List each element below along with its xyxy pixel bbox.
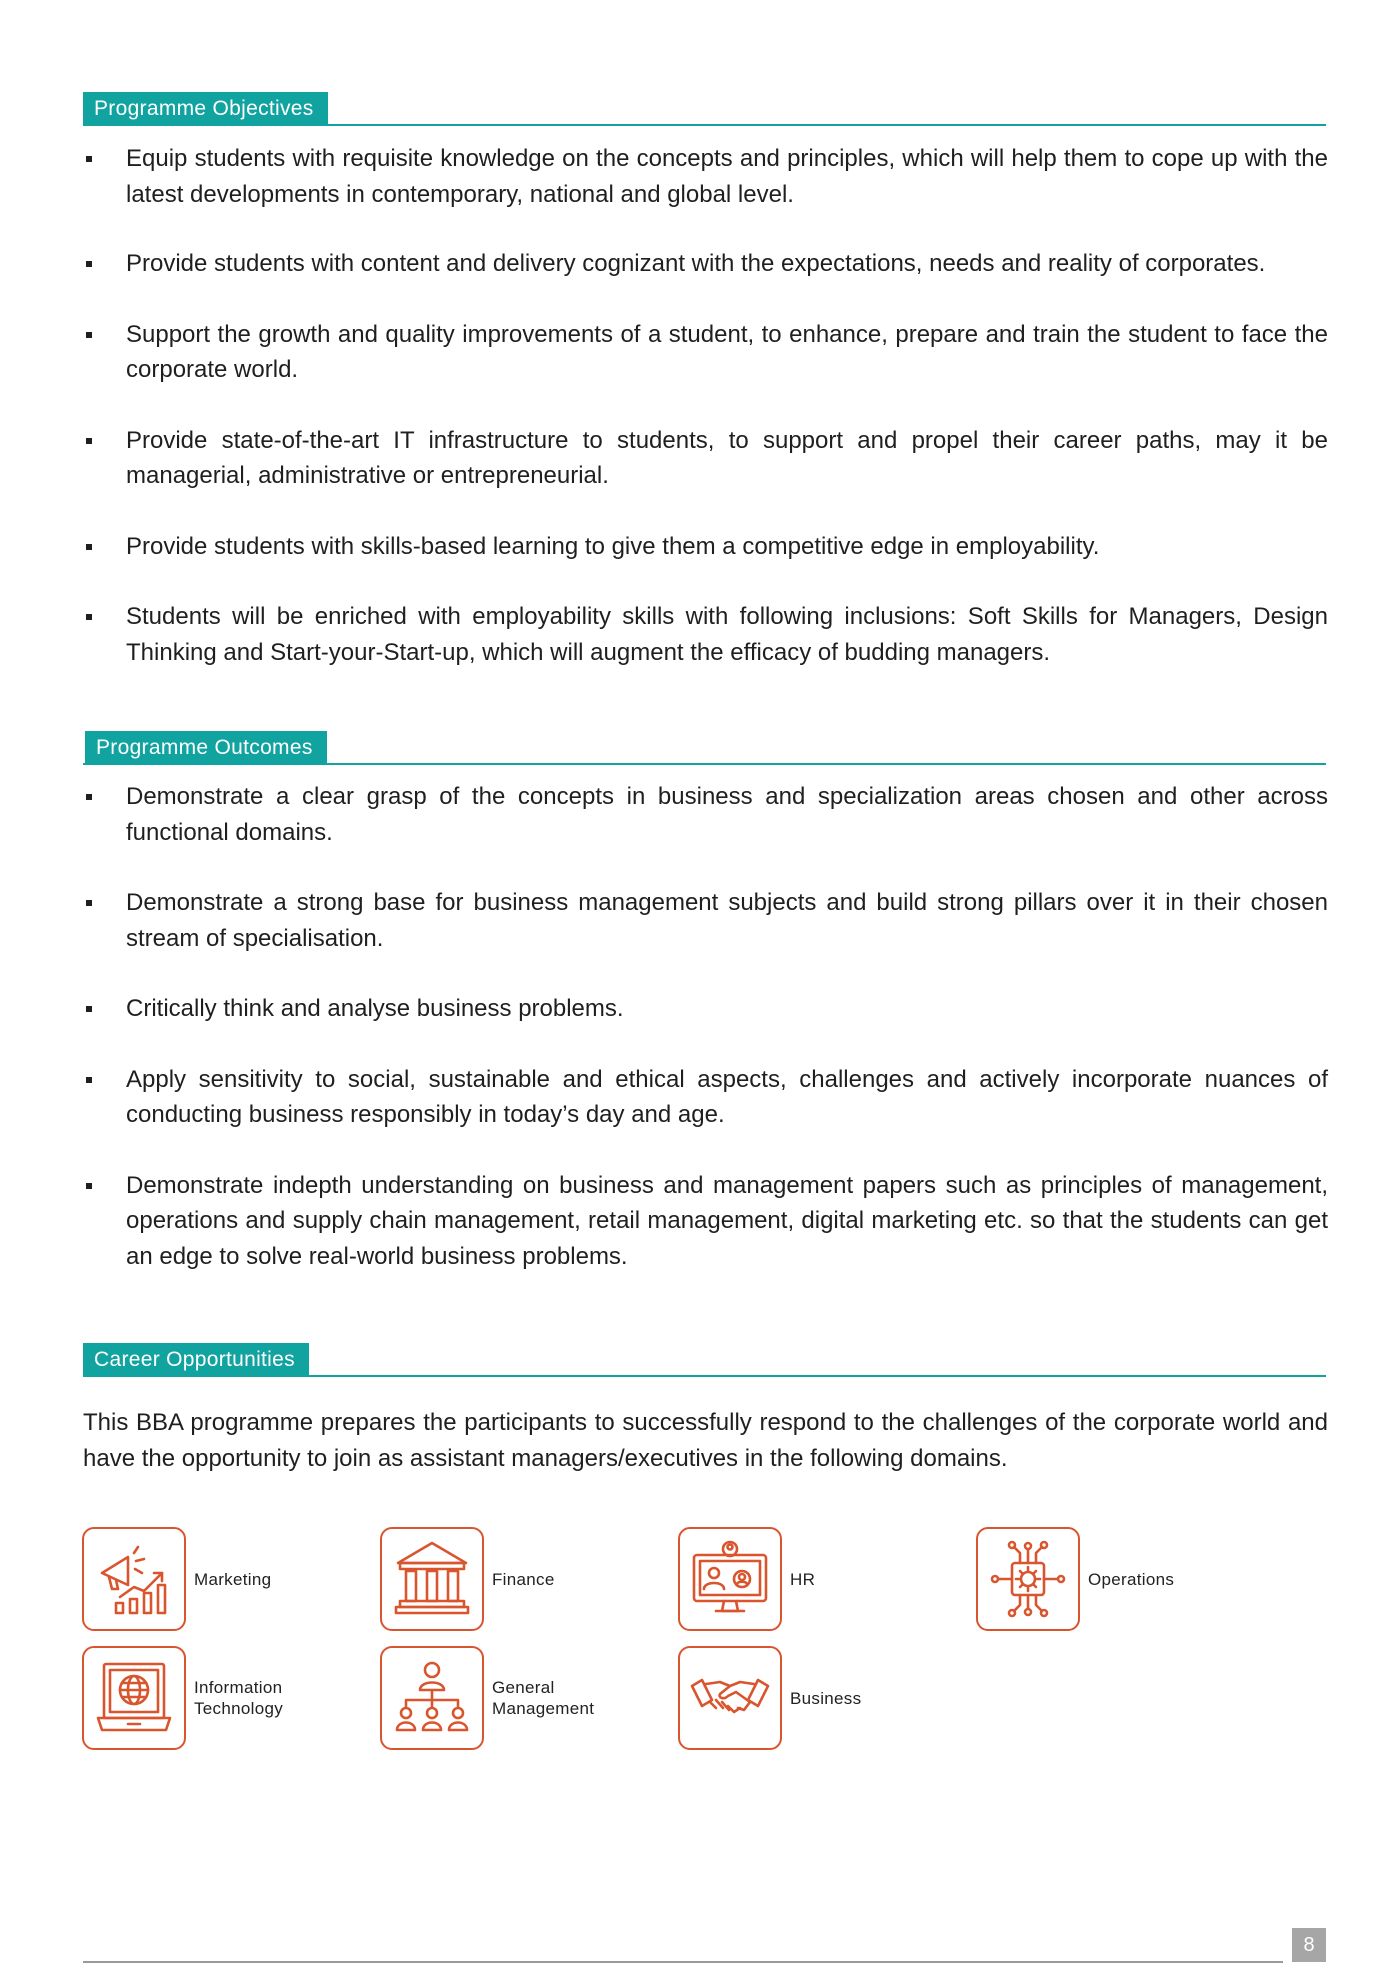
laptop-globe-icon xyxy=(94,1658,174,1738)
outcomes-header xyxy=(83,731,1326,765)
icon-tile xyxy=(976,1527,1080,1631)
list-item: Demonstrate a clear grasp of the concepts in business and specialization areas chosen and other across functional domains. xyxy=(83,779,1328,850)
domain-label: General Management xyxy=(492,1678,595,1718)
objectives-list xyxy=(83,141,1328,670)
domain-general-management xyxy=(380,1646,660,1750)
icon-tile xyxy=(380,1527,484,1631)
gear-network-icon xyxy=(988,1539,1068,1619)
domain-information-technology xyxy=(82,1646,362,1750)
list-item: Provide students with content and delivery cognizant with the expectations, needs and reality of corporates. xyxy=(83,246,1328,282)
list-item: Demonstrate indepth understanding on business and management papers such as principles of management, operations and supply chain management, retail management, digital marketing etc. so that the students can get an edge to solve real-world business problems. xyxy=(83,1168,1328,1275)
careers-title: Career Opportunities xyxy=(83,1343,309,1377)
domain-label: Marketing xyxy=(194,1569,272,1589)
list-item: Provide students with skills-based learning to give them a competitive edge in employability. xyxy=(83,529,1328,565)
org-chart-icon xyxy=(392,1658,472,1738)
list-item: Provide state-of-the-art IT infrastructure to students, to support and propel their career paths, may it be managerial, administrative or entrepreneurial. xyxy=(83,423,1328,494)
domain-label: Finance xyxy=(492,1569,555,1589)
list-item: Critically think and analyse business problems. xyxy=(83,991,1328,1027)
careers-header xyxy=(83,1343,1326,1377)
list-item: Equip students with requisite knowledge on the concepts and principles, which will help them to cope up with the latest developments in contemporary, national and global level. xyxy=(83,141,1328,212)
domain-finance xyxy=(380,1527,660,1631)
domain-label: Business xyxy=(790,1688,862,1708)
outcomes-list xyxy=(83,779,1328,1274)
objectives-header xyxy=(83,92,1326,126)
list-item: Support the growth and quality improvements of a student, to enhance, prepare and train the student to face the corporate world. xyxy=(83,317,1328,388)
icon-tile xyxy=(678,1527,782,1631)
domain-label: HR xyxy=(790,1569,816,1589)
marketing-chart-icon xyxy=(94,1539,174,1619)
domain-hr xyxy=(678,1527,958,1631)
people-monitor-icon xyxy=(690,1539,770,1619)
domain-business xyxy=(678,1646,958,1750)
careers-intro: This BBA programme prepares the participants to successfully respond to the challenges of the corporate world and have the opportunity to join as assistant managers/executives in the following domains. xyxy=(83,1409,1328,1472)
objectives-rule xyxy=(83,124,1326,126)
domain-marketing xyxy=(82,1527,362,1631)
list-item: Demonstrate a strong base for business management subjects and build strong pillars over it in their chosen stream of specialisation. xyxy=(83,885,1328,956)
icon-tile xyxy=(82,1527,186,1631)
footer-rule xyxy=(83,1961,1283,1963)
list-item: Apply sensitivity to social, sustainable and ethical aspects, challenges and actively incorporate nuances of conducting business responsibly in today’s day and age. xyxy=(83,1062,1328,1133)
handshake-icon xyxy=(690,1658,770,1738)
bank-building-icon xyxy=(392,1539,472,1619)
domain-label: Operations xyxy=(1088,1569,1175,1589)
objectives-title: Programme Objectives xyxy=(83,92,328,126)
icon-tile xyxy=(678,1646,782,1750)
list-item: Students will be enriched with employability skills with following inclusions: Soft Skills for Managers, Design Thinking and Start-your-Start-up, which will augment the efficacy of budding managers. xyxy=(83,599,1328,670)
icon-tile xyxy=(380,1646,484,1750)
careers-rule xyxy=(83,1375,1326,1377)
domain-label: Information Technology xyxy=(194,1678,284,1718)
icon-tile xyxy=(82,1646,186,1750)
outcomes-title: Programme Outcomes xyxy=(85,731,327,765)
domain-operations xyxy=(976,1527,1256,1631)
page-number: 8 xyxy=(1292,1928,1326,1962)
outcomes-rule xyxy=(83,763,1326,765)
